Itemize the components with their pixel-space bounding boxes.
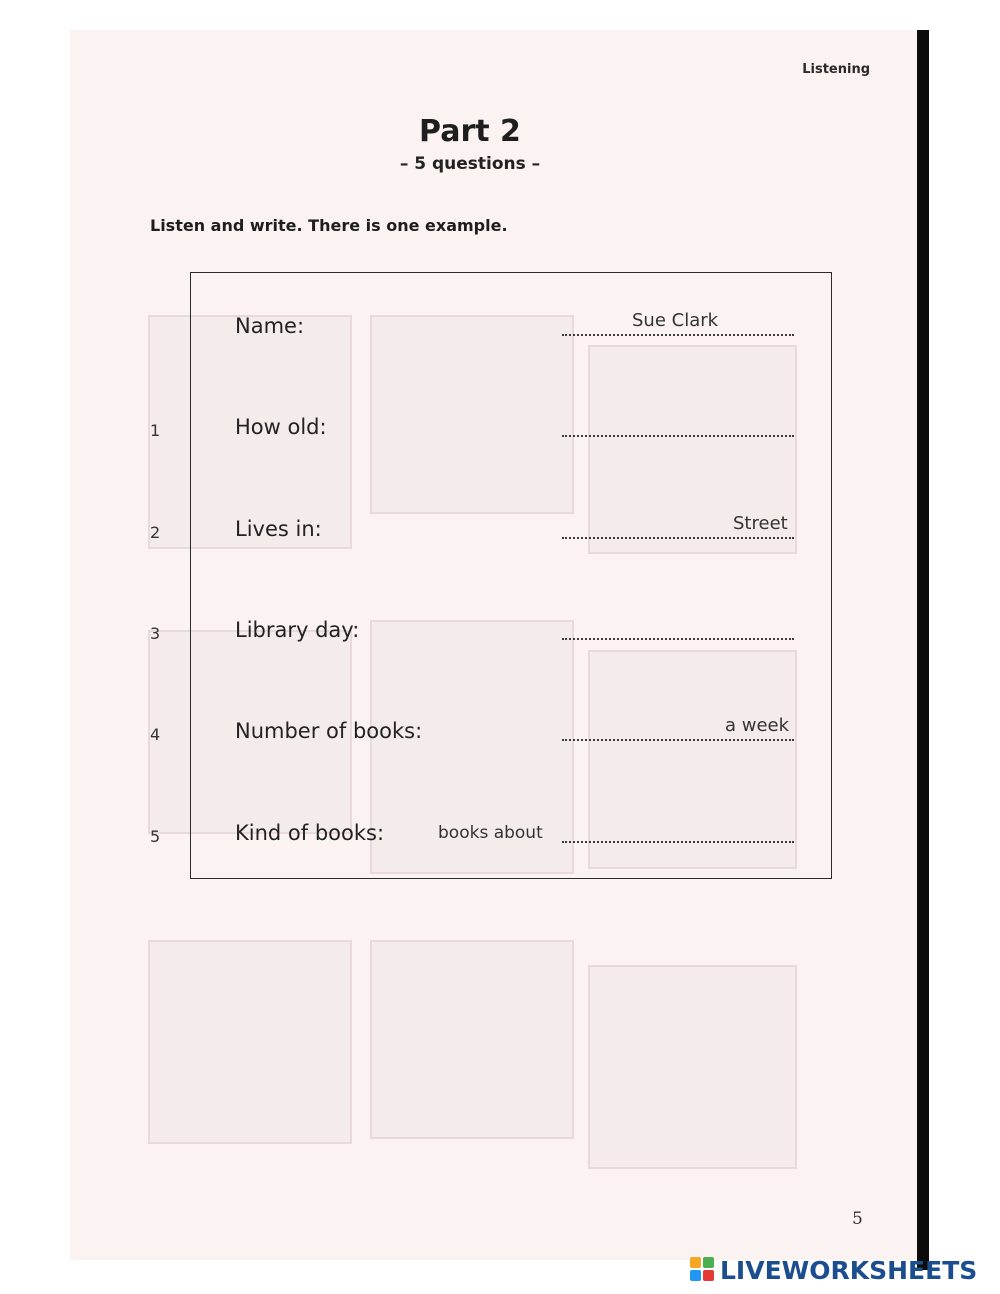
instruction-text: Listen and write. There is one example. (150, 216, 508, 235)
ghost-image (148, 940, 352, 1144)
question-label: How old: (235, 415, 327, 439)
answer-text: Sue Clark (632, 310, 719, 331)
answer-suffix: a week (725, 715, 790, 736)
form-row-4 (0, 715, 1000, 755)
answer-field-5[interactable] (562, 841, 794, 843)
answer-line (562, 334, 794, 336)
liveworksheets-logo-icon (690, 1257, 716, 1283)
answer-field-1[interactable] (562, 435, 794, 437)
question-number: 1 (150, 421, 161, 440)
answer-suffix: Street (733, 513, 788, 534)
question-number: 4 (150, 725, 161, 744)
form-row-1 (0, 411, 1000, 451)
question-label: Library day: (235, 618, 360, 642)
section-label: Listening (802, 62, 870, 77)
form-row-3 (0, 614, 1000, 654)
form-row-5 (0, 817, 1000, 857)
liveworksheets-logo-text: LIVEWORKSHEETS (720, 1255, 978, 1285)
answer-field-2[interactable] (562, 537, 794, 539)
ghost-image (370, 940, 574, 1139)
question-label: Lives in: (235, 517, 322, 541)
answer-form-box (190, 272, 832, 879)
answer-field-4[interactable] (562, 739, 794, 741)
question-number: 5 (150, 827, 161, 846)
liveworksheets-watermark[interactable] (690, 1255, 977, 1285)
ghost-image (588, 965, 797, 1169)
form-row-2 (0, 513, 1000, 553)
page-number: 5 (852, 1209, 863, 1229)
question-label: Kind of books: (235, 821, 385, 845)
answer-field-3[interactable] (562, 638, 794, 640)
form-row-example (0, 310, 1000, 350)
part-title: Part 2 (419, 114, 521, 149)
question-label: Name: (235, 314, 305, 338)
question-label: Number of books: (235, 719, 423, 743)
answer-prefix: books about (438, 823, 543, 843)
question-number: 2 (150, 523, 161, 542)
part-subtitle: – 5 questions – (399, 154, 541, 174)
question-number: 3 (150, 624, 161, 643)
